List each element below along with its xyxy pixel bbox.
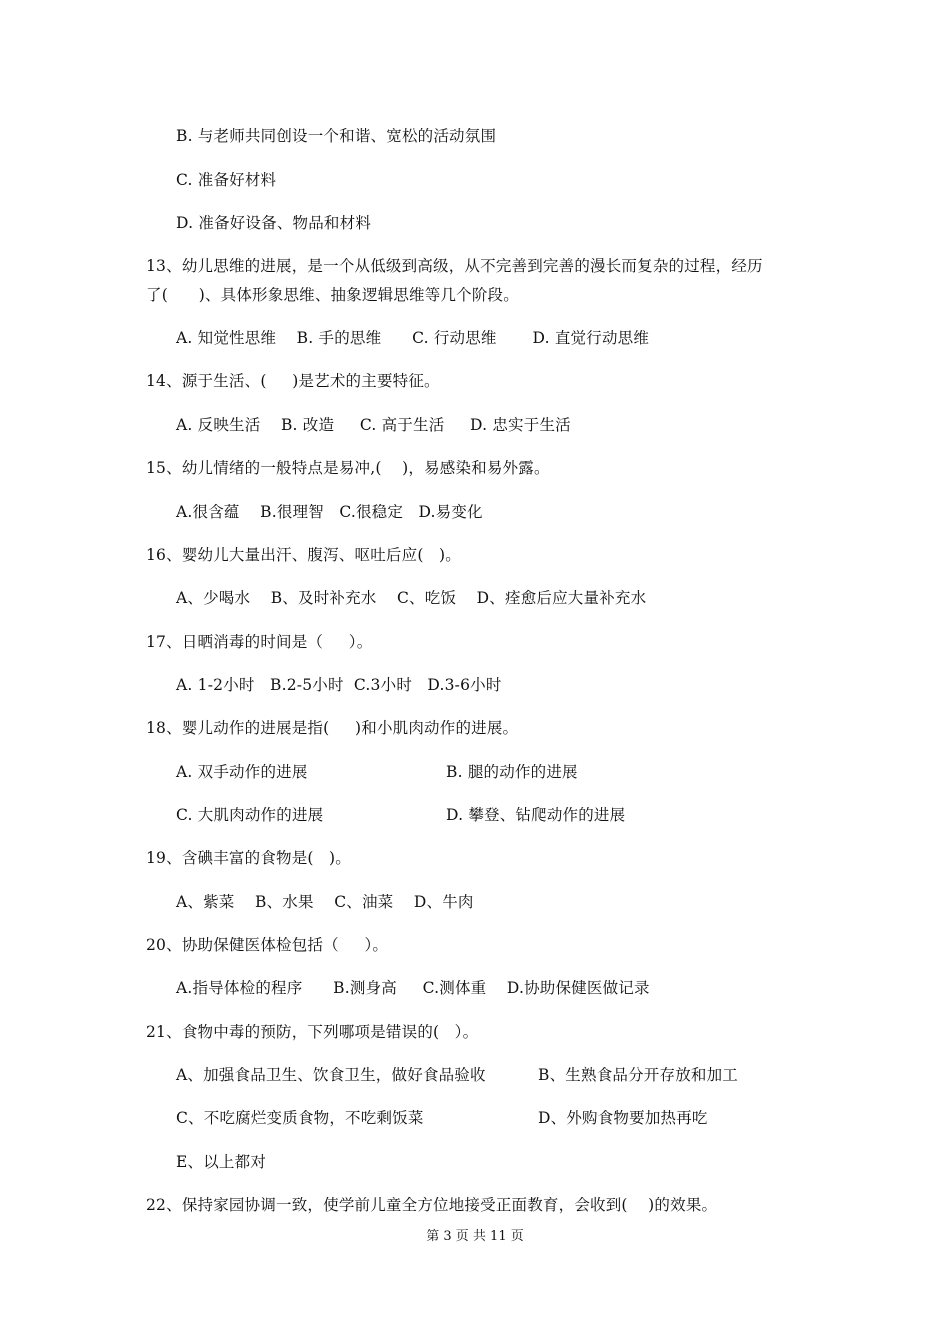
q21-option-a: A、加强食品卫生、饮食卫生，做好食品验收 <box>176 1066 486 1084</box>
page-footer: 第 3 页 共 11 页 <box>426 1229 524 1244</box>
q21-option-e: E、以上都对 <box>176 1153 267 1171</box>
q15-options: A.很含蕴 B.很理智 C.很稳定 D.易变化 <box>176 503 483 521</box>
q12-option-b: B. 与老师共同创设一个和谐、宽松的活动氛围 <box>176 127 497 145</box>
q12-option-d: D. 准备好设备、物品和材料 <box>176 214 372 232</box>
q17-options: A. 1-2小时 B.2-5小时 C.3小时 D.3-6小时 <box>176 676 502 694</box>
q20-options: A.指导体检的程序 B.测身高 C.测体重 D.协助保健医做记录 <box>176 979 650 997</box>
q21-option-b: B、生熟食品分开存放和加工 <box>538 1066 738 1084</box>
q22-text: 22、保持家园协调一致，使学前儿童全方位地接受正面教育，会收到( )的效果。 <box>146 1196 718 1214</box>
q16-options: A、少喝水 B、及时补充水 C、吃饭 D、痊愈后应大量补充水 <box>176 589 647 607</box>
q21-option-d: D、外购食物要加热再吃 <box>538 1109 708 1127</box>
q20-text: 20、协助保健医体检包括（ ）。 <box>146 936 389 954</box>
q15-text: 15、幼儿情绪的一般特点是易冲,( )，易感染和易外露。 <box>146 459 550 477</box>
q18-option-b: B. 腿的动作的进展 <box>446 763 578 781</box>
q17-text: 17、日晒消毒的时间是（ ）。 <box>146 633 373 651</box>
q19-options: A、紫菜 B、水果 C、油菜 D、牛肉 <box>176 893 474 911</box>
q18-option-d: D. 攀登、钻爬动作的进展 <box>446 806 626 824</box>
q21-text: 21、食物中毒的预防，下列哪项是错误的( ）。 <box>146 1023 479 1041</box>
q18-option-c: C. 大肌肉动作的进展 <box>176 806 324 824</box>
q21-option-c: C、不吃腐烂变质食物，不吃剩饭菜 <box>176 1109 424 1127</box>
q13-text-line2: 了( )、具体形象思维、抽象逻辑思维等几个阶段。 <box>146 286 519 304</box>
q13-text-line1: 13、幼儿思维的进展，是一个从低级到高级，从不完善到完善的漫长而复杂的过程，经历 <box>146 257 763 275</box>
q18-text: 18、婴儿动作的进展是指( )和小肌肉动作的进展。 <box>146 719 519 737</box>
q14-text: 14、源于生活、( )是艺术的主要特征。 <box>146 372 440 390</box>
q12-option-c: C. 准备好材料 <box>176 171 277 189</box>
q19-text: 19、含碘丰富的食物是( )。 <box>146 849 351 867</box>
q13-options: A. 知觉性思维 B. 手的思维 C. 行动思维 D. 直觉行动思维 <box>176 329 650 347</box>
q16-text: 16、婴幼儿大量出汗、腹泻、呕吐后应( )。 <box>146 546 461 564</box>
q14-options: A. 反映生活 B. 改造 C. 高于生活 D. 忠实于生活 <box>176 416 571 434</box>
q18-option-a: A. 双手动作的进展 <box>176 763 308 781</box>
